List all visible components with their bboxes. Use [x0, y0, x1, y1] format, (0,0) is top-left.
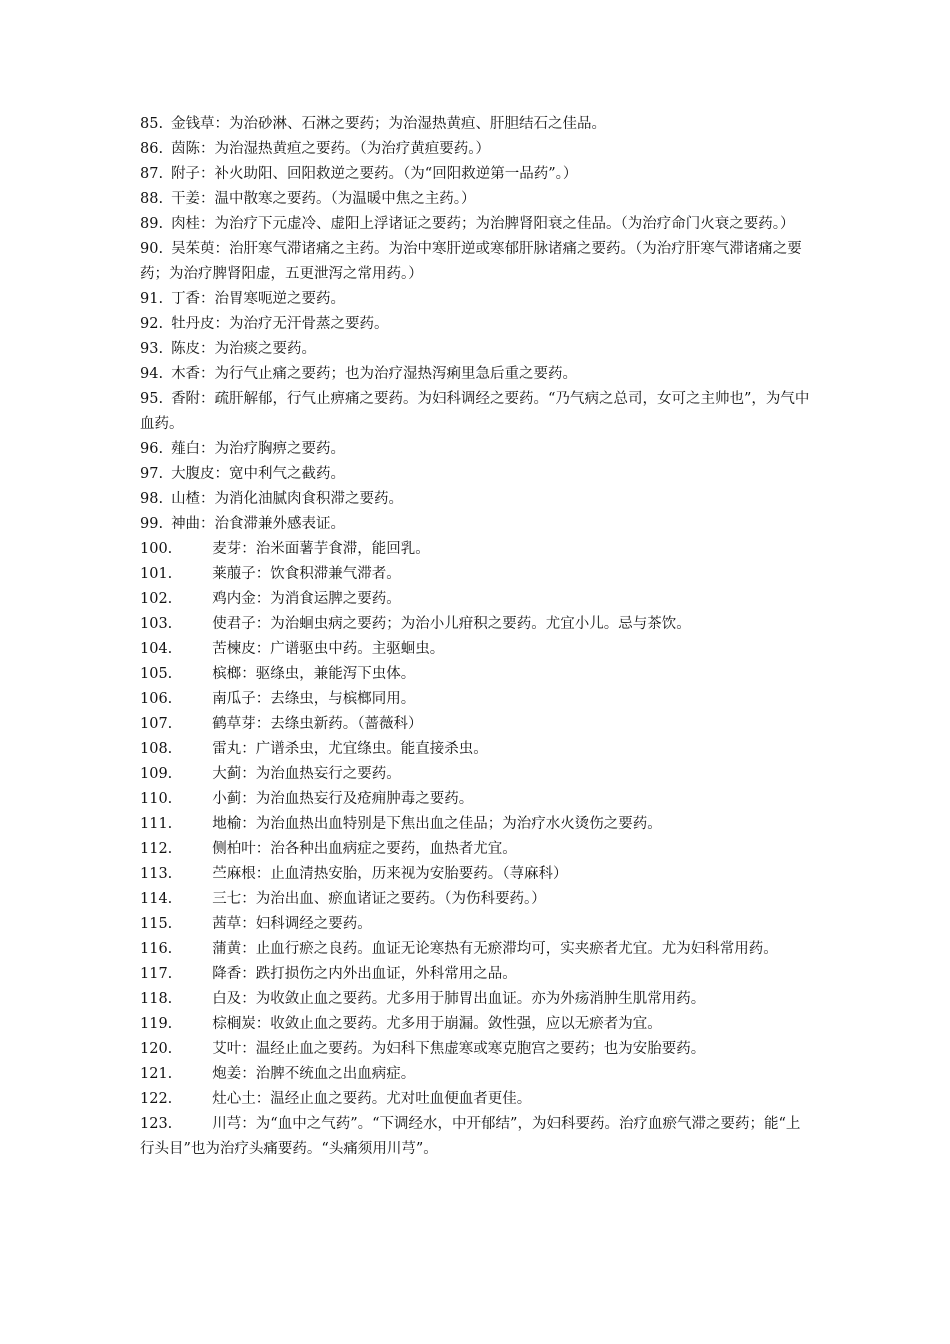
item-number: 108.	[140, 741, 173, 757]
item-text: 木香：为行气止痛之要药；也为治疗湿热泻痢里急后重之要药。	[171, 366, 578, 382]
list-item	[140, 1062, 812, 1087]
item-number: 91.	[140, 291, 164, 307]
item-text: 神曲：治食滞兼外感表证。	[171, 516, 346, 532]
list-item	[140, 362, 812, 387]
list-item	[140, 1087, 812, 1112]
list-item	[140, 537, 812, 562]
item-text: 三七：为治出血、瘀血诸证之要药。（为伤科要药。）	[212, 891, 546, 907]
item-number: 114.	[140, 891, 173, 907]
item-number: 113.	[140, 866, 173, 882]
list-item	[140, 612, 812, 637]
list-item	[140, 837, 812, 862]
item-number: 100.	[140, 541, 173, 557]
item-number: 116.	[140, 941, 173, 957]
document-page	[140, 112, 812, 1162]
list-item	[140, 237, 812, 287]
item-text: 牡丹皮：为治疗无汗骨蒸之要药。	[171, 316, 389, 332]
item-number: 112.	[140, 841, 173, 857]
item-text: 吴茱萸：治肝寒气滞诸痛之主药。为治中寒肝逆或寒郁肝脉诸痛之要药。（为治疗肝寒气滞诸痛之要药；为治疗脾肾阳虚，五更泄泻之常用药。）	[140, 241, 802, 282]
list-item	[140, 787, 812, 812]
item-text: 大蓟：为治血热妄行之要药。	[212, 766, 401, 782]
item-text: 丁香：治胃寒呃逆之要药。	[171, 291, 346, 307]
item-text: 山楂：为消化油腻肉食积滞之要药。	[171, 491, 404, 507]
list-item	[140, 1112, 812, 1162]
item-number: 98.	[140, 491, 164, 507]
list-item	[140, 737, 812, 762]
list-item	[140, 462, 812, 487]
item-number: 89.	[140, 216, 164, 232]
list-item	[140, 487, 812, 512]
item-text: 干姜：温中散寒之要药。（为温暖中焦之主药。）	[171, 191, 476, 207]
item-text: 苎麻根：止血清热安胎，历来视为安胎要药。（荨麻科）	[212, 866, 568, 882]
item-number: 104.	[140, 641, 173, 657]
list-item	[140, 862, 812, 887]
list-item	[140, 387, 812, 437]
item-text: 槟榔：驱绦虫，兼能泻下虫体。	[212, 666, 416, 682]
list-item	[140, 662, 812, 687]
item-text: 茵陈：为治湿热黄疸之要药。（为治疗黄疸要药。）	[171, 141, 491, 157]
item-number: 123.	[140, 1116, 173, 1132]
item-text: 川芎：为“血中之气药”。“下调经水，中开郁结”，为妇科要药。治疗血瘀气滞之要药；能“上行头目”也为治疗头痛要药。“头痛须用川芎”。	[140, 1116, 801, 1157]
list-item	[140, 1037, 812, 1062]
item-number: 118.	[140, 991, 173, 1007]
item-text: 香附：疏肝解郁，行气止痹痛之要药。为妇科调经之要药。“乃气病之总司，女可之主帅也”，为气中血药。	[140, 391, 810, 432]
list-item	[140, 937, 812, 962]
item-text: 苦楝皮：广谱驱虫中药。主驱蛔虫。	[212, 641, 445, 657]
item-text: 鸡内金：为消食运脾之要药。	[212, 591, 401, 607]
item-number: 85.	[140, 116, 164, 132]
item-number: 90.	[140, 241, 164, 257]
item-number: 120.	[140, 1041, 173, 1057]
item-text: 使君子：为治蛔虫病之要药；为治小儿疳积之要药。尤宜小儿。忌与茶饮。	[212, 616, 691, 632]
list-item	[140, 912, 812, 937]
item-text: 白及：为收敛止血之要药。尤多用于肺胃出血证。亦为外疡消肿生肌常用药。	[212, 991, 706, 1007]
item-number: 99.	[140, 516, 164, 532]
item-number: 87.	[140, 166, 164, 182]
item-number: 93.	[140, 341, 164, 357]
list-item	[140, 187, 812, 212]
item-number: 122.	[140, 1091, 173, 1107]
item-number: 103.	[140, 616, 173, 632]
list-item	[140, 512, 812, 537]
item-number: 97.	[140, 466, 164, 482]
item-text: 麦芽：治米面薯芋食滞，能回乳。	[212, 541, 430, 557]
item-number: 105.	[140, 666, 173, 682]
item-text: 小蓟：为治血热妄行及疮痈肿毒之要药。	[212, 791, 474, 807]
list-item	[140, 712, 812, 737]
list-item	[140, 987, 812, 1012]
item-text: 炮姜：治脾不统血之出血病症。	[212, 1066, 416, 1082]
item-number: 121.	[140, 1066, 173, 1082]
item-number: 95.	[140, 391, 164, 407]
item-number: 86.	[140, 141, 164, 157]
list-item	[140, 287, 812, 312]
item-number: 106.	[140, 691, 173, 707]
list-item	[140, 212, 812, 237]
item-number: 94.	[140, 366, 164, 382]
list-item	[140, 312, 812, 337]
item-text: 艾叶：温经止血之要药。为妇科下焦虚寒或寒克胞宫之要药；也为安胎要药。	[212, 1041, 706, 1057]
item-number: 111.	[140, 816, 173, 832]
item-text: 金钱草：为治砂淋、石淋之要药；为治湿热黄疸、肝胆结石之佳品。	[171, 116, 607, 132]
item-text: 雷丸：广谱杀虫，尤宜绦虫。能直接杀虫。	[212, 741, 488, 757]
item-number: 107.	[140, 716, 173, 732]
list-item	[140, 762, 812, 787]
list-item	[140, 562, 812, 587]
item-text: 南瓜子：去绦虫，与槟榔同用。	[212, 691, 416, 707]
list-item	[140, 687, 812, 712]
item-text: 降香：跌打损伤之内外出血证，外科常用之品。	[212, 966, 517, 982]
list-item	[140, 637, 812, 662]
list-item	[140, 1012, 812, 1037]
item-number: 117.	[140, 966, 173, 982]
item-number: 88.	[140, 191, 164, 207]
item-text: 肉桂：为治疗下元虚冷、虚阳上浮诸证之要药；为治脾肾阳衰之佳品。（为治疗命门火衰之要药。）	[171, 216, 795, 232]
list-item	[140, 162, 812, 187]
list-item	[140, 437, 812, 462]
item-number: 115.	[140, 916, 173, 932]
item-text: 大腹皮：宽中利气之截药。	[171, 466, 346, 482]
item-number: 110.	[140, 791, 173, 807]
item-text: 莱菔子：饮食积滞兼气滞者。	[212, 566, 401, 582]
item-number: 119.	[140, 1016, 173, 1032]
list-item	[140, 962, 812, 987]
item-number: 109.	[140, 766, 173, 782]
list-item	[140, 587, 812, 612]
item-text: 陈皮：为治痰之要药。	[171, 341, 317, 357]
list-item	[140, 887, 812, 912]
item-number: 102.	[140, 591, 173, 607]
item-text: 鹤草芽：去绦虫新药。（蔷薇科）	[212, 716, 423, 732]
item-text: 侧柏叶：治各种出血病症之要药，血热者尤宜。	[212, 841, 517, 857]
item-text: 棕榈炭：收敛止血之要药。尤多用于崩漏。敛性强，应以无瘀者为宜。	[212, 1016, 662, 1032]
item-text: 灶心土：温经止血之要药。尤对吐血便血者更佳。	[212, 1091, 532, 1107]
item-text: 茜草：妇科调经之要药。	[212, 916, 372, 932]
list-item	[140, 337, 812, 362]
item-text: 地榆：为治血热出血特别是下焦出血之佳品；为治疗水火烫伤之要药。	[212, 816, 662, 832]
item-text: 附子：补火助阳、回阳救逆之要药。（为“回阳救逆第一品药”。）	[171, 166, 578, 182]
item-text: 薤白：为治疗胸痹之要药。	[171, 441, 346, 457]
list-item	[140, 112, 812, 137]
item-number: 96.	[140, 441, 164, 457]
item-number: 101.	[140, 566, 173, 582]
item-text: 蒲黄：止血行瘀之良药。血证无论寒热有无瘀滞均可，实夹瘀者尤宜。尤为妇科常用药。	[212, 941, 778, 957]
list-item	[140, 137, 812, 162]
item-number: 92.	[140, 316, 164, 332]
list-item	[140, 812, 812, 837]
